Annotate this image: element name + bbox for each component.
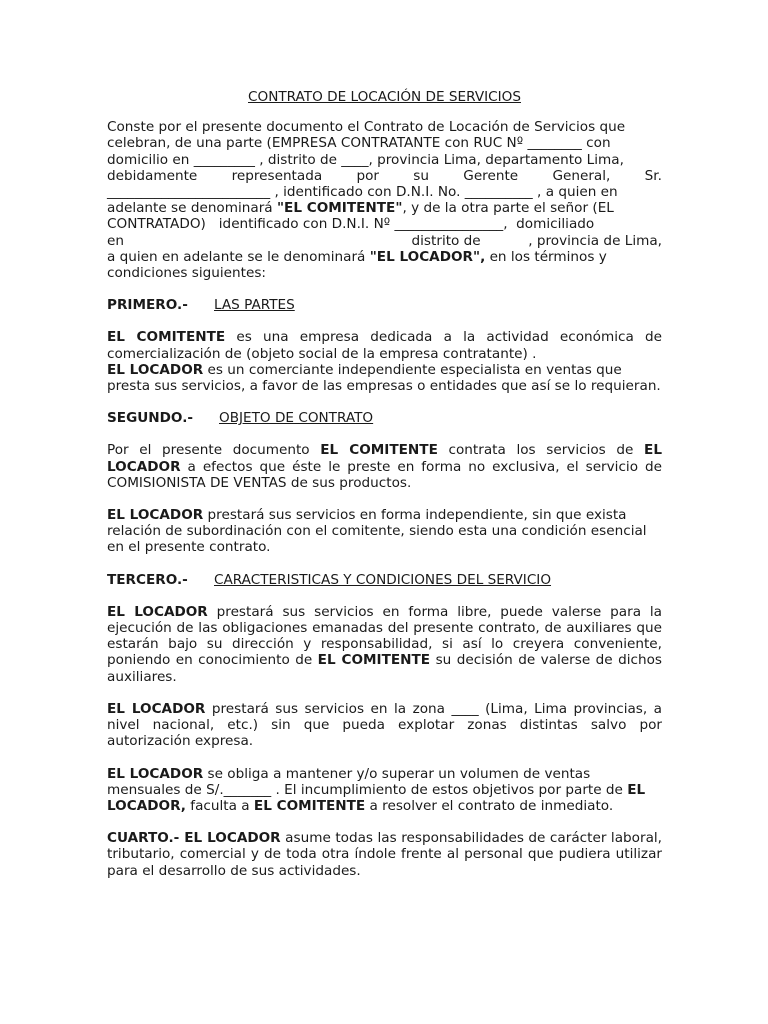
intro-text: a quien en adelante se le denominará <box>107 248 370 265</box>
party-comitente: "EL COMITENTE" <box>276 200 403 217</box>
clause-tercero-p1 <box>107 604 662 685</box>
intro-line <box>107 119 662 135</box>
clause-number: PRIMERO.- <box>107 297 188 314</box>
clause-text: su decisión de valerse de dichos auxiliares. <box>107 652 662 685</box>
intro-text: , provincia de Lima, <box>480 232 662 249</box>
intro-text: distrito de <box>411 232 481 249</box>
clause-primero-p1 <box>107 329 662 361</box>
clause-title: OBJETO DE CONTRATO <box>219 410 374 427</box>
clause-text: prestará sus servicios en forma independiente, sin que exista relación de subordinación con el comitente, siendo esta una condición esencial en el presente contrato. <box>107 507 647 556</box>
intro-text: domicilio en _________ , distrito de ____, provincia Lima, departamento Lima, <box>107 151 624 168</box>
intro-text: , y de la otra parte el señor (EL <box>402 200 614 217</box>
clause-text: prestará sus servicios en la zona ____ (Lima, Lima provincias, a nivel nacional, etc.) sin que pueda explotar zonas distintas salvo por autorización expresa. <box>107 700 663 750</box>
intro-paragraph <box>107 119 662 281</box>
clause-tercero-p3 <box>107 766 662 815</box>
clause-text: Por el presente documento <box>107 442 321 459</box>
party-comitente: EL COMITENTE <box>320 442 438 459</box>
party-locador: EL LOCADOR <box>107 765 204 782</box>
clause-segundo-p2 <box>107 507 662 556</box>
party-locador: EL LOCADOR <box>179 830 281 847</box>
clause-text: contrata los servicios de <box>437 442 645 459</box>
party-locador: EL LOCADOR <box>107 361 204 378</box>
intro-text: su <box>413 167 429 184</box>
intro-text: por <box>356 167 380 184</box>
intro-text: celebran, de una parte (EMPRESA CONTRATANTE con RUC Nº ________ con <box>107 135 611 152</box>
intro-text: CONTRATADO) identificado con D.N.I. Nº ________________, domiciliado <box>107 216 595 233</box>
clause-text: a efectos que éste le preste en forma no exclusiva, el servicio de COMISIONISTA DE VENTAS de sus productos. <box>107 458 662 491</box>
clause-title: LAS PARTES <box>214 297 295 314</box>
intro-text: en <box>107 232 124 249</box>
intro-line <box>107 200 662 216</box>
clause-primero-p2 <box>107 362 662 394</box>
intro-text: condiciones siguientes: <box>107 265 266 282</box>
intro-line <box>107 135 662 151</box>
intro-line <box>107 265 662 281</box>
clause-number: SEGUNDO.- <box>107 410 193 427</box>
intro-text: ________________________ , identificado con D.N.I. No. __________ , a quien en <box>107 184 618 201</box>
intro-text: Conste por el presente documento el Contrato de Locación de Servicios que <box>107 119 626 136</box>
clause-number: TERCERO.- <box>107 571 188 588</box>
clause-text: es un comerciante independiente especialista en ventas que presta sus servicios, a favor de las empresas o entidades que así se lo requieran. <box>107 361 661 395</box>
party-locador: EL LOCADOR <box>107 603 208 620</box>
intro-text: General, <box>552 167 611 184</box>
intro-text: Gerente <box>463 167 519 184</box>
clause-segundo-heading <box>107 410 662 426</box>
clause-text: se obliga a mantener y/o superar un volumen de ventas mensuales de S/._______ . El incumplimiento de estos objetivos por parte de <box>107 765 628 798</box>
intro-line <box>107 249 662 265</box>
intro-text: en los términos y <box>485 248 607 265</box>
clause-title: CARACTERISTICAS Y CONDICIONES DEL SERVICIO <box>214 571 552 588</box>
clause-text: asume todas las responsabilidades de carácter laboral, tributario, comercial y de toda otra índole frente al personal que pudiera utilizar para el desarrollo de sus actividades. <box>107 830 662 879</box>
clause-text: a resolver el contrato de inmediato. <box>365 797 614 814</box>
party-comitente: EL COMITENTE <box>317 652 431 669</box>
clause-primero-heading <box>107 297 662 313</box>
party-comitente: EL COMITENTE <box>107 329 226 346</box>
party-locador: EL LOCADOR <box>107 507 204 524</box>
clause-number: CUARTO.- <box>107 830 180 847</box>
party-locador: EL LOCADOR, <box>107 781 646 814</box>
clause-cuarto <box>107 830 662 879</box>
intro-line <box>107 216 662 232</box>
intro-line-right <box>322 233 662 249</box>
party-locador: "EL LOCADOR", <box>369 248 486 265</box>
intro-line <box>107 152 662 168</box>
clause-text: faculta a <box>185 797 254 814</box>
clause-tercero-heading <box>107 572 662 588</box>
party-comitente: EL COMITENTE <box>253 797 366 814</box>
clause-text: es una empresa dedicada a la actividad económica de comercialización de (objeto social de la empresa contratante) . <box>107 329 662 362</box>
clause-tercero-p2 <box>107 701 662 750</box>
intro-text: debidamente <box>107 167 198 184</box>
intro-text: adelante se denominará <box>107 200 277 217</box>
intro-text: Sr. <box>644 167 662 184</box>
party-locador: EL LOCADOR <box>107 442 662 475</box>
document-title: CONTRATO DE LOCACIÓN DE SERVICIOS <box>248 89 521 105</box>
party-locador: EL LOCADOR <box>107 700 206 717</box>
intro-line <box>107 184 662 200</box>
intro-text: representada <box>231 167 323 184</box>
clause-text: prestará sus servicios en forma libre, puede valerse para la ejecución de las obligaciones emanadas del presente contrato, de auxiliares que estarán bajo su dirección y responsabilidad, si así lo creyera conveniente, poniendo en conocimiento de <box>107 603 662 669</box>
intro-line <box>107 233 662 249</box>
clause-segundo-p1 <box>107 442 662 491</box>
intro-line <box>107 168 662 184</box>
